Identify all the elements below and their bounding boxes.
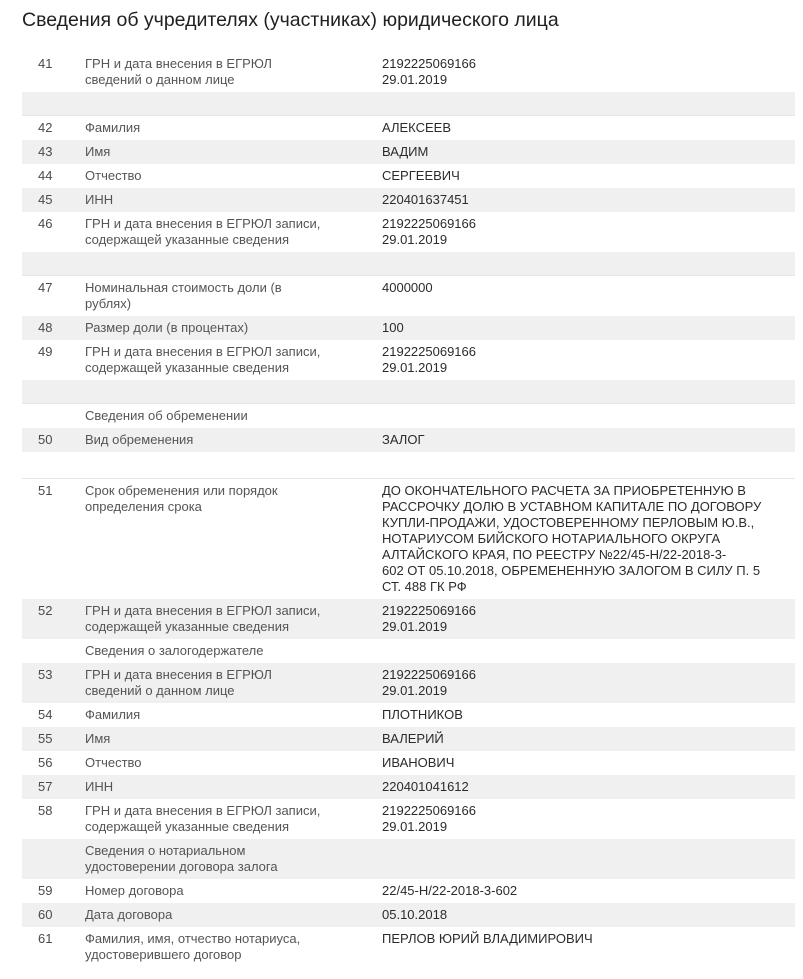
field-value: 4000000 — [382, 280, 433, 295]
table-row — [22, 479, 795, 599]
table-row — [22, 116, 795, 140]
field-label: Фамилия, имя, отчество нотариуса, удостоверившего договор — [85, 931, 301, 962]
row-number: 50 — [38, 432, 53, 447]
table-row — [22, 140, 795, 164]
section-header-row — [22, 839, 795, 879]
field-value: СЕРГЕЕВИЧ — [382, 168, 460, 183]
field-value — [382, 384, 795, 403]
table-row — [22, 52, 795, 92]
table-row — [22, 428, 795, 452]
row-number — [22, 256, 85, 275]
page-title: Сведения об учредителях (участниках) юридического лица — [22, 9, 559, 31]
field-value: 2192225069166 29.01.2019 — [382, 56, 476, 87]
field-value: ВАЛЕРИЙ — [382, 731, 444, 746]
field-value — [382, 256, 795, 275]
field-value: АЛЕКСЕЕВ — [382, 120, 451, 135]
field-label: ГРН и дата внесения в ЕГРЮЛ записи, содержащей указанные сведения — [85, 344, 321, 375]
row-number — [22, 408, 85, 428]
row-number: 46 — [38, 216, 53, 231]
field-label: Имя — [85, 144, 111, 159]
field-value: 05.10.2018 — [382, 907, 448, 922]
field-label: Отчество — [85, 168, 142, 183]
row-number: 53 — [38, 667, 53, 682]
field-label: Срок обременения или порядок определения срока — [85, 483, 278, 514]
spacer-row — [22, 380, 795, 404]
field-value: ПЛОТНИКОВ — [382, 707, 463, 722]
spacer-row — [22, 92, 795, 116]
row-number: 54 — [38, 707, 53, 722]
field-label: ГРН и дата внесения в ЕГРЮЛ сведений о данном лице — [85, 56, 272, 87]
field-label: Размер доли (в процентах) — [85, 320, 249, 335]
row-number: 42 — [38, 120, 53, 135]
table-row — [22, 903, 795, 927]
field-label: Номер договора — [85, 883, 184, 898]
table-row — [22, 188, 795, 212]
field-label — [85, 384, 382, 403]
row-number: 41 — [38, 56, 53, 71]
field-label: ГРН и дата внесения в ЕГРЮЛ записи, содержащей указанные сведения — [85, 603, 321, 634]
table-row — [22, 276, 795, 316]
row-number: 44 — [38, 168, 53, 183]
field-value — [382, 408, 795, 428]
table-row — [22, 927, 795, 967]
field-label: Имя — [85, 731, 111, 746]
field-value — [382, 456, 795, 478]
field-label: ГРН и дата внесения в ЕГРЮЛ записи, содержащей указанные сведения — [85, 216, 321, 247]
field-label: Сведения о залогодержателе — [85, 643, 264, 658]
field-label: ИНН — [85, 192, 114, 207]
row-number: 59 — [38, 883, 53, 898]
table-row — [22, 599, 795, 639]
field-label: Сведения о нотариальном удостоверении договора залога — [85, 843, 278, 874]
field-label: Сведения об обременении — [85, 408, 248, 423]
field-label: Дата договора — [85, 907, 173, 922]
table-row — [22, 164, 795, 188]
table-row — [22, 799, 795, 839]
row-number: 49 — [38, 344, 53, 359]
field-value: 220401041612 — [382, 779, 469, 794]
field-value: 2192225069166 29.01.2019 — [382, 803, 476, 834]
row-number: 60 — [38, 907, 53, 922]
spacer-row — [22, 452, 795, 479]
row-number: 48 — [38, 320, 53, 335]
row-number: 43 — [38, 144, 53, 159]
field-label: ГРН и дата внесения в ЕГРЮЛ сведений о данном лице — [85, 667, 272, 698]
section-header-row — [22, 404, 795, 428]
row-number: 61 — [38, 931, 53, 946]
field-label — [85, 456, 382, 478]
row-number: 51 — [38, 483, 53, 498]
field-value: 2192225069166 29.01.2019 — [382, 344, 476, 375]
field-label: Номинальная стоимость доли (в рублях) — [85, 280, 282, 311]
row-number: 58 — [38, 803, 53, 818]
table-row — [22, 340, 795, 380]
row-number — [22, 643, 85, 663]
table-row — [22, 879, 795, 903]
field-value: 2192225069166 29.01.2019 — [382, 603, 476, 634]
field-value: 2192225069166 29.01.2019 — [382, 216, 476, 247]
row-number: 55 — [38, 731, 53, 746]
row-number — [22, 384, 85, 403]
field-value — [382, 643, 795, 663]
row-number: 52 — [38, 603, 53, 618]
table-row — [22, 212, 795, 252]
table-row — [22, 775, 795, 799]
field-value — [382, 96, 795, 115]
field-value: 100 — [382, 320, 404, 335]
field-label: Фамилия — [85, 120, 141, 135]
field-label — [85, 256, 382, 275]
table-row — [22, 727, 795, 751]
field-value: ДО ОКОНЧАТЕЛЬНОГО РАСЧЕТА ЗА ПРИОБРЕТЕННУЮ В РАССРОЧКУ ДОЛЮ В УСТАВНОМ КАПИТАЛЕ ПО ДОГОВОРУ КУПЛИ-ПРОДАЖИ, УДОСТОВЕРЕННОМУ ПЕРЛОВЫМ Ю.В., НОТАРИУСОМ БИЙСКОГО НОТАРИАЛЬНОГО ОКРУГА АЛТАЙСКОГО КРАЯ, ПО РЕЕСТРУ №22/45-Н/22-2018-3- 602 ОТ 05.10.2018, ОБРЕМЕНЕННУЮ ЗАЛОГОМ В СИЛУ П. 5 СТ. 488 ГК РФ — [382, 483, 762, 594]
field-label: Отчество — [85, 755, 142, 770]
field-value: 2192225069166 29.01.2019 — [382, 667, 476, 698]
field-value: ПЕРЛОВ ЮРИЙ ВЛАДИМИРОВИЧ — [382, 931, 593, 946]
row-number — [22, 96, 85, 115]
row-number — [22, 456, 85, 478]
field-value: ВАДИМ — [382, 144, 429, 159]
field-label: Вид обременения — [85, 432, 194, 447]
field-label: Фамилия — [85, 707, 141, 722]
table-row — [22, 663, 795, 703]
section-header-row — [22, 639, 795, 663]
table-row — [22, 751, 795, 775]
row-number: 56 — [38, 755, 53, 770]
row-number — [22, 843, 85, 879]
field-value: ИВАНОВИЧ — [382, 755, 455, 770]
field-label: ГРН и дата внесения в ЕГРЮЛ записи, содержащей указанные сведения — [85, 803, 321, 834]
field-label: ИНН — [85, 779, 114, 794]
field-value — [382, 843, 795, 879]
field-value: 220401637451 — [382, 192, 469, 207]
row-number: 45 — [38, 192, 53, 207]
field-label — [85, 96, 382, 115]
row-number: 47 — [38, 280, 53, 295]
spacer-row — [22, 252, 795, 276]
table-row — [22, 703, 795, 727]
field-value: 22/45-Н/22-2018-3-602 — [382, 883, 518, 898]
table-row — [22, 316, 795, 340]
data-table — [22, 52, 795, 967]
field-value: ЗАЛОГ — [382, 432, 425, 447]
row-number: 57 — [38, 779, 53, 794]
